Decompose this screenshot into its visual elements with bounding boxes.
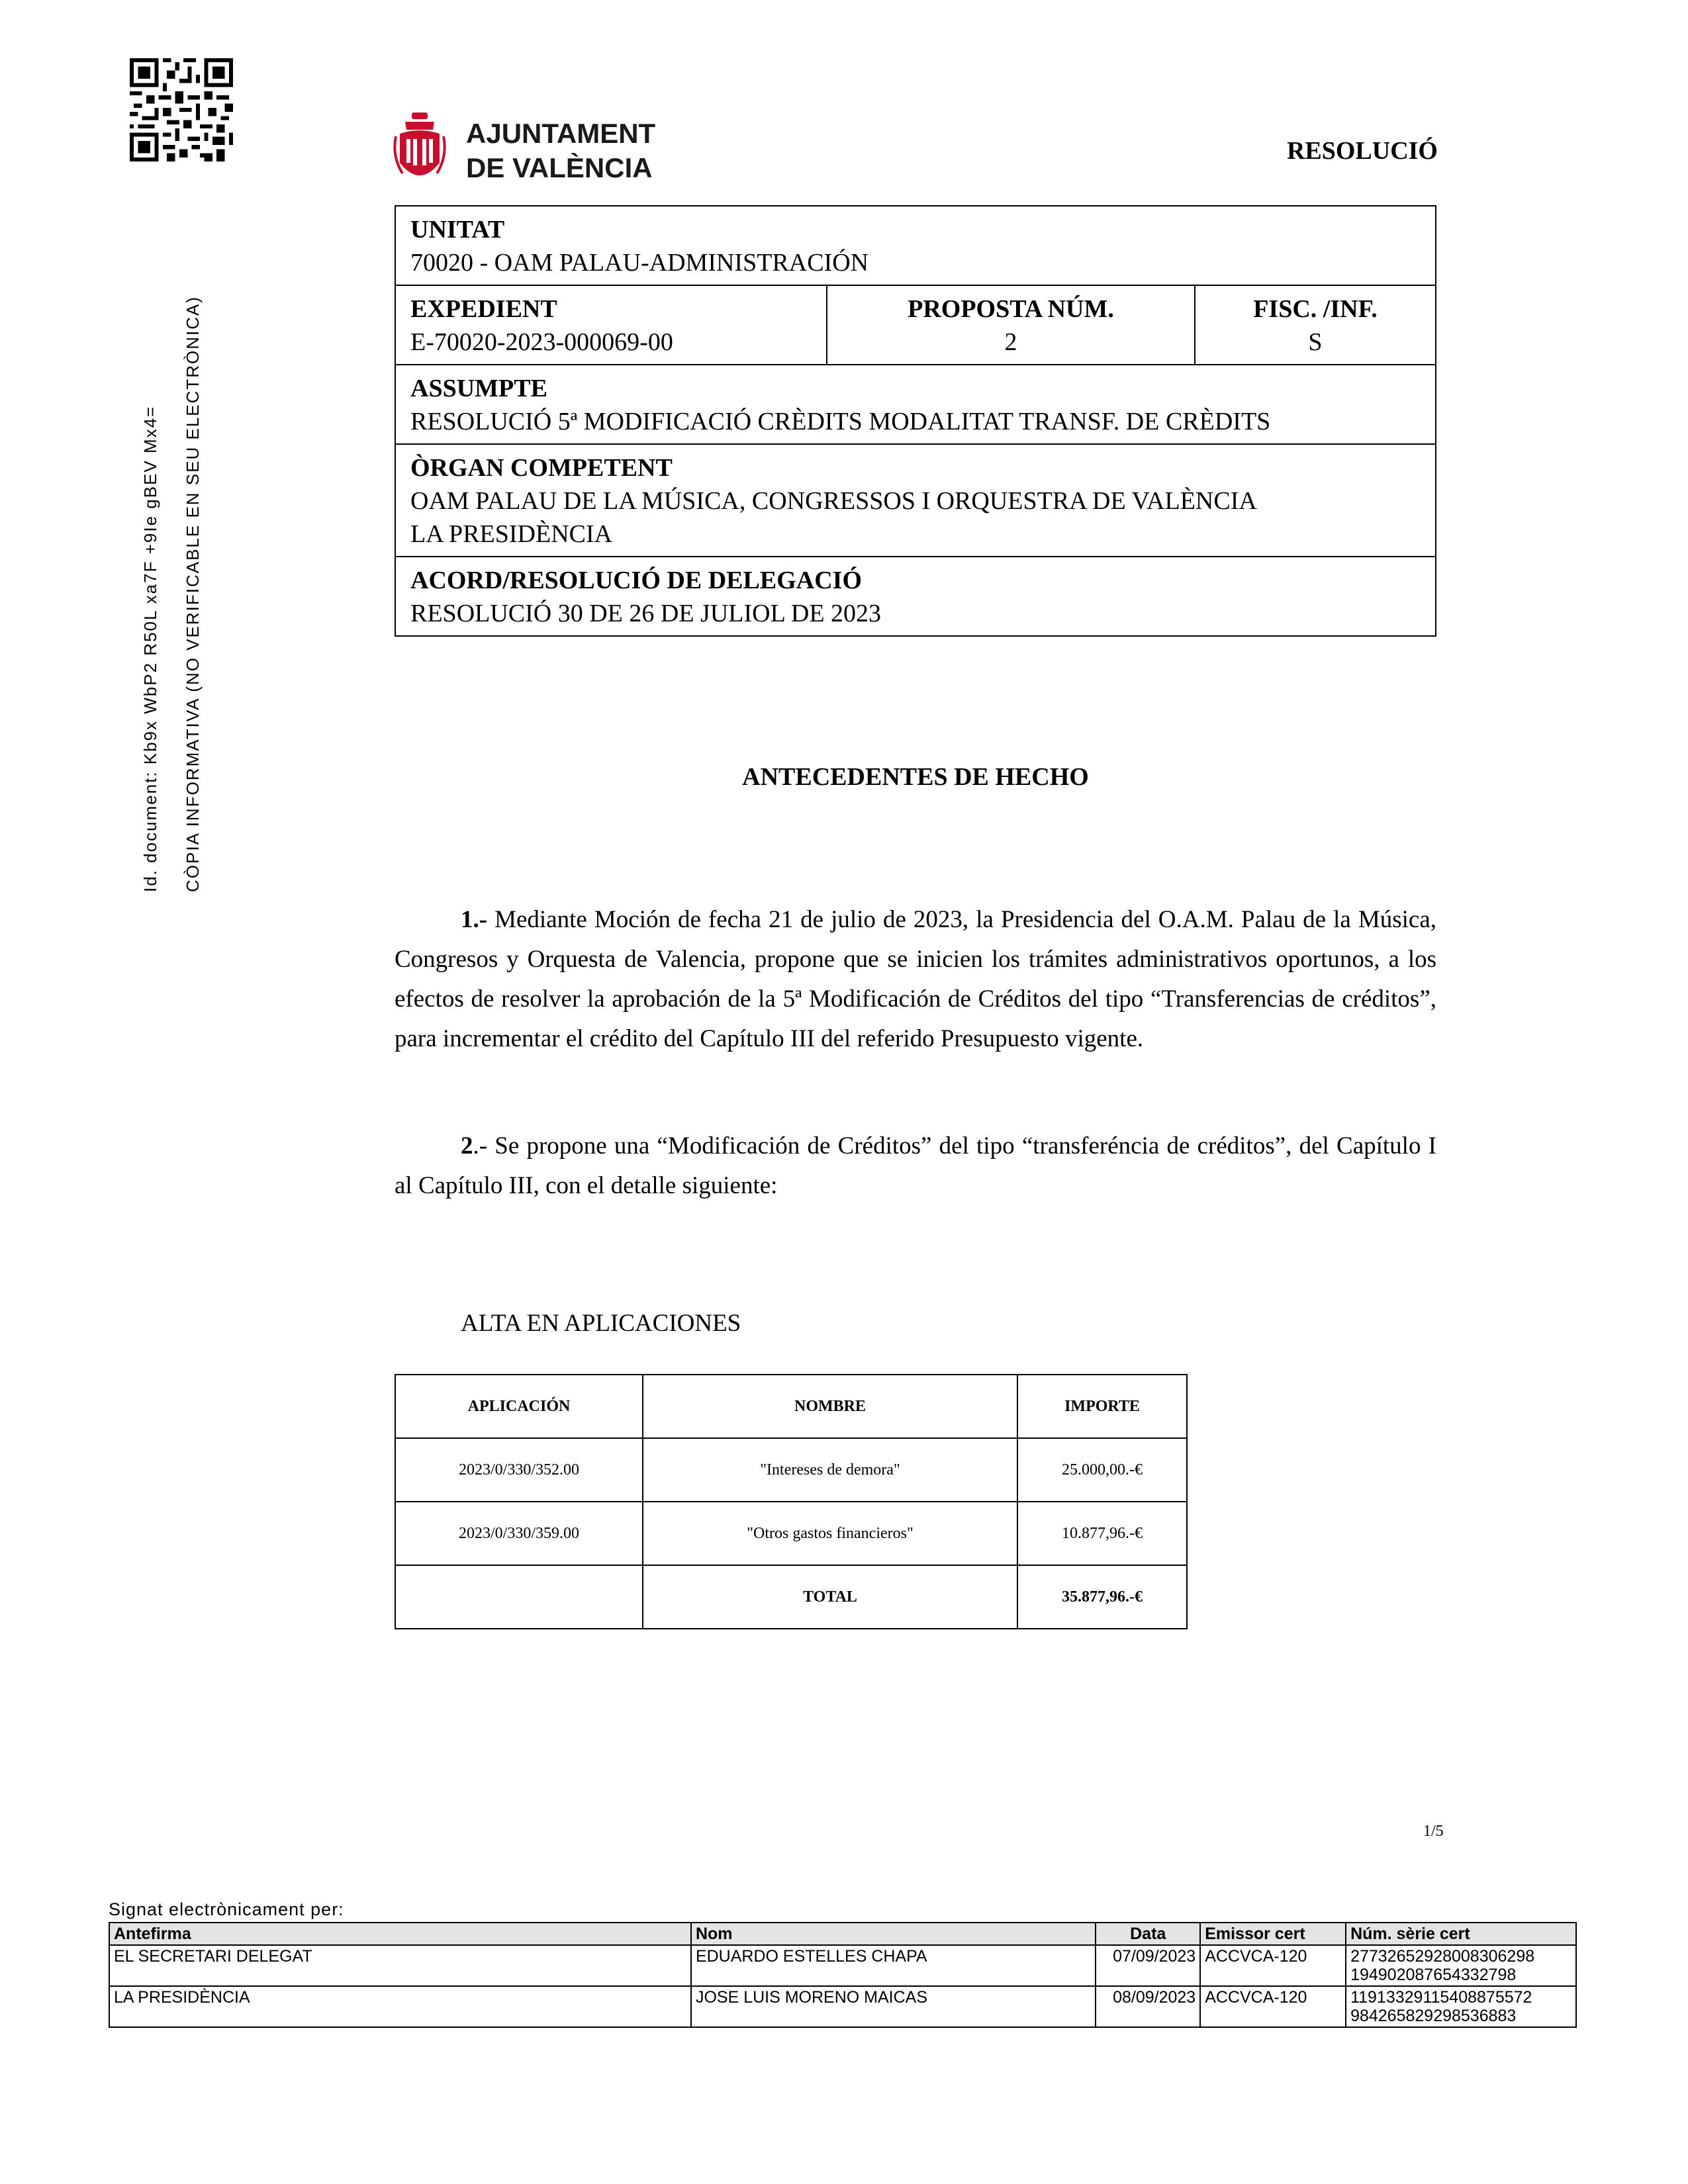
signatures-header-row [109,1923,1576,1945]
sig-emissor: ACCVCA-120 [1200,1986,1346,2027]
document-type: RESOLUCIÓ [1286,137,1438,165]
logo-line-2: DE VALÈNCIA [466,152,653,183]
aplicacion-cell: 2023/0/330/352.00 [395,1438,643,1502]
sig-header-antefirma: Antefirma [109,1923,691,1945]
signature-row [109,1986,1576,2027]
unitat-label: UNITAT [410,216,505,244]
sig-header-serie: Núm. sèrie cert [1346,1923,1576,1945]
paragraph-1 [395,900,1436,1059]
table-row [395,1438,1187,1502]
organ-value-1: OAM PALAU DE LA MÚSICA, CONGRESSOS I ORQUESTRA DE VALÈNCIA [410,487,1257,515]
sig-serie-line-1: 11913329115408875572 [1350,1988,1532,2007]
total-row [395,1565,1187,1629]
header-importe: IMPORTE [1017,1375,1187,1438]
proposta-label: PROPOSTA NÚM. [908,295,1114,323]
sig-header-data: Data [1096,1923,1200,1945]
assumpte-label: ASSUMPTE [410,375,547,402]
page-number: 1/5 [1423,1823,1444,1840]
total-value: 35.877,96.-€ [1017,1565,1187,1629]
unitat-value: 70020 - OAM PALAU-ADMINISTRACIÓN [410,249,869,277]
signature-row [109,1945,1576,1986]
delegacio-label: ACORD/RESOLUCIÓ DE DELEGACIÓ [410,567,862,594]
copy-notice: CÒPIA INFORMATIVA (NO VERIFICABLE EN SEU ELECTRÒNICA) [183,295,203,892]
sig-antefirma: LA PRESIDÈNCIA [109,1986,691,2027]
total-label: TOTAL [643,1565,1017,1629]
sig-header-emissor: Emissor cert [1200,1923,1346,1945]
sig-nom: JOSE LUIS MORENO MAICAS [691,1986,1096,2027]
header-box [395,205,1436,637]
header-aplicacion: APLICACIÓN [395,1375,643,1438]
table-header-row [395,1375,1187,1438]
delegacio-row [396,557,1435,635]
expedient-value: E-70020-2023-000069-00 [410,328,673,356]
alta-title: ALTA EN APLICACIONES [461,1310,741,1337]
paragraph-2-text: .- Se propone una “Modificación de Créditos” del tipo “transferéncia de créditos”, del Capítulo I al Capítulo III, con el detalle siguiente: [395,1132,1436,1199]
sig-data: 08/09/2023 [1096,1986,1200,2027]
unitat-row [396,206,1435,286]
header-nombre: NOMBRE [643,1375,1017,1438]
signatures-table [109,1922,1577,2028]
paragraph-2-number: 2 [461,1132,473,1160]
sig-serie-line-1: 27732652928008306298 [1350,1947,1535,1966]
organ-label: ÒRGAN COMPETENT [410,454,673,482]
sig-header-nom: Nom [691,1923,1096,1945]
logo-line-1: AJUNTAMENT [466,118,656,149]
amounts-table [395,1374,1188,1629]
organ-row [396,445,1435,557]
sig-serie-line-2: 984265829298536883 [1350,2007,1517,2025]
paragraph-2 [395,1126,1436,1206]
section-title: ANTECEDENTES DE HECHO [742,763,1089,791]
table-row [395,1502,1187,1565]
assumpte-value: RESOLUCIÓ 5ª MODIFICACIÓ CRÈDITS MODALITAT TRANSF. DE CRÈDITS [410,408,1271,435]
document-id: Id. document: Kb9x WbP2 R50L xa7F +9Ie gBEV Mx4= [140,405,160,892]
qr-code [130,58,233,161]
delegacio-value: RESOLUCIÓ 30 DE 26 DE JULIOL DE 2023 [410,600,882,627]
nombre-cell: "Intereses de demora" [643,1438,1017,1502]
sig-antefirma: EL SECRETARI DELEGAT [109,1945,691,1986]
sig-serie [1346,1986,1576,2027]
total-empty-cell [395,1565,643,1629]
assumpte-row [396,365,1435,445]
aplicacion-cell: 2023/0/330/359.00 [395,1502,643,1565]
nombre-cell: "Otros gastos financieros" [643,1502,1017,1565]
importe-cell: 10.877,96.-€ [1017,1502,1187,1565]
sig-emissor: ACCVCA-120 [1200,1945,1346,1986]
signed-label: Signat electrònicament per: [109,1899,344,1919]
sig-nom: EDUARDO ESTELLES CHAPA [691,1945,1096,1986]
paragraph-1-text: Mediante Moción de fecha 21 de julio de 2023, la Presidencia del O.A.M. Palau de la Música, Congresos y Orquesta de Valencia, propone que se inicien los trámites administrativos oportunos, a los efectos de resolver la aprobación de la 5ª Modificación de Créditos del tipo “Transferencias de créditos”, para incrementar el crédito del Capítulo III del referido Presupuesto vigente. [395,906,1436,1052]
paragraph-1-number: 1.- [461,906,488,933]
organ-value-2: LA PRESIDÈNCIA [410,520,613,548]
sig-serie [1346,1945,1576,1986]
fisc-value: S [1308,328,1323,356]
ajuntament-logo [392,110,670,189]
expedient-label: EXPEDIENT [410,295,557,323]
expedient-row [396,286,1435,365]
sig-serie-line-2: 194902087654332798 [1350,1966,1517,1984]
importe-cell: 25.000,00.-€ [1017,1438,1187,1502]
fisc-label: FISC. /INF. [1253,295,1378,323]
sig-data: 07/09/2023 [1096,1945,1200,1986]
proposta-value: 2 [1004,328,1017,356]
coat-of-arms-icon [392,110,447,189]
